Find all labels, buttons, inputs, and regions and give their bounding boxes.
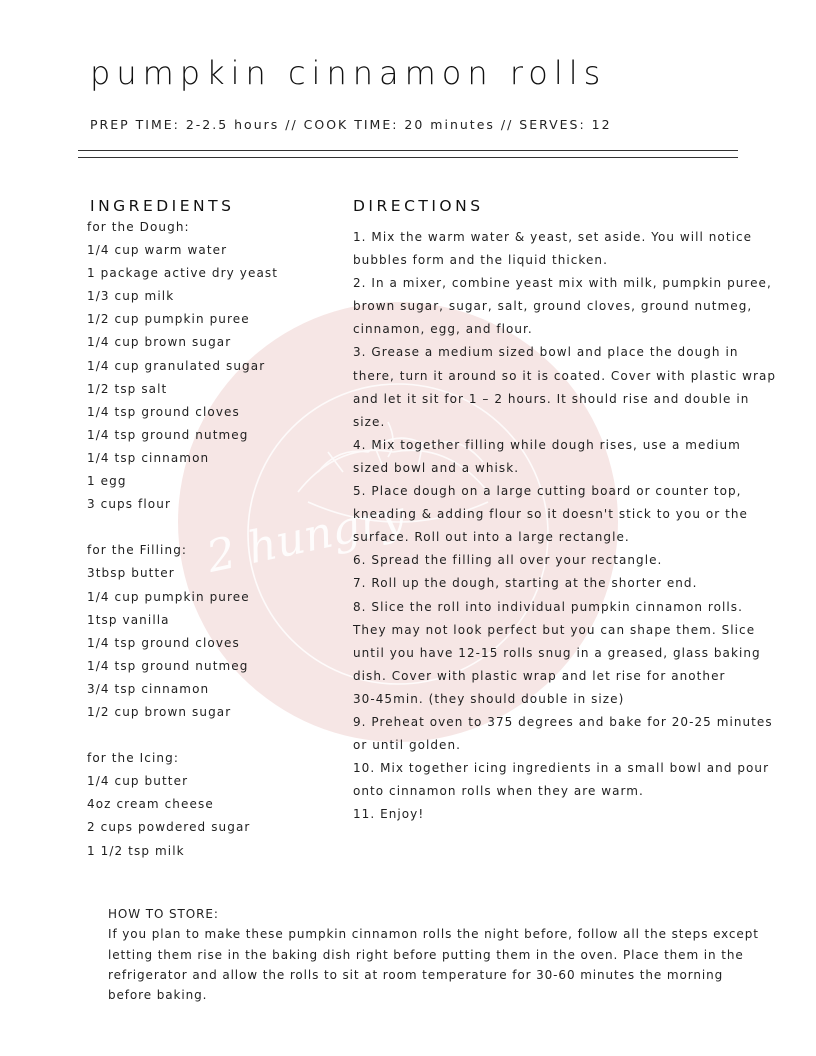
store-line: letting them rise in the baking dish right before putting them in the oven. Place them in the [108, 947, 744, 962]
ingredient-item: 1/4 tsp ground cloves [87, 635, 240, 650]
direction-line: 30-45min. (they should double in size) [353, 691, 625, 706]
direction-line: 4. Mix together filling while dough rises, use a medium [353, 437, 741, 452]
direction-line: 9. Preheat oven to 375 degrees and bake for 20-25 minutes [353, 714, 773, 729]
ingredient-item: 1/4 cup granulated sugar [87, 358, 266, 373]
directions-heading: DIRECTIONS [353, 197, 484, 215]
direction-line: bubbles form and the liquid thicken. [353, 253, 608, 268]
directions-list [353, 226, 777, 826]
direction-line: sized bowl and a whisk. [353, 460, 520, 475]
ingredient-item: 1/2 cup pumpkin puree [87, 312, 250, 327]
ingredient-item: 3tbsp butter [87, 566, 175, 581]
direction-line: 2. In a mixer, combine yeast mix with milk, pumpkin puree, [353, 276, 772, 291]
ingredient-item: 1/3 cup milk [87, 289, 175, 304]
ingredient-item: 1/4 cup pumpkin puree [87, 589, 250, 604]
store-heading: HOW TO STORE: [108, 907, 219, 921]
direction-line: until you have 12-15 rolls snug in a greased, glass baking [353, 645, 761, 660]
ingredient-item: 1/4 cup brown sugar [87, 335, 232, 350]
ingredient-item: 1tsp vanilla [87, 612, 170, 627]
ingredient-item: 1/4 tsp ground cloves [87, 404, 240, 419]
ingredient-item: 1/4 cup warm water [87, 243, 228, 258]
ingredient-item: 1 1/2 tsp milk [87, 843, 185, 858]
watermark-text: 2 hungry [202, 491, 410, 583]
direction-line: 10. Mix together icing ingredients in a small bowl and pour [353, 761, 770, 776]
store-line: before baking. [108, 988, 208, 1003]
ingredient-item: 3 cups flour [87, 497, 171, 512]
ingredient-item: 1/4 tsp cinnamon [87, 450, 210, 465]
direction-line: 8. Slice the roll into individual pumpkin cinnamon rolls. [353, 599, 743, 614]
direction-line: surface. Roll out into a large rectangle. [353, 530, 630, 545]
filling-label: for the Filling: [87, 543, 188, 558]
recipe-meta: PREP TIME: 2-2.5 hours // COOK TIME: 20 minutes // SERVES: 12 [90, 117, 612, 132]
direction-line: kneading & adding flour so it doesn't stick to you or the [353, 507, 748, 522]
dough-label: for the Dough: [87, 220, 190, 234]
direction-line: and let it sit for 1 – 2 hours. It should rise and double in [353, 391, 750, 406]
ingredient-item: 1/4 tsp ground nutmeg [87, 658, 249, 673]
direction-line: 7. Roll up the dough, starting at the shorter end. [353, 576, 698, 591]
ingredient-item: 1/2 cup brown sugar [87, 704, 232, 719]
store-line: refrigerator and allow the rolls to sit at room temperature for 30-60 minutes the morning [108, 967, 724, 982]
ingredients-heading: INGREDIENTS [90, 197, 235, 215]
section-gap [87, 724, 327, 747]
direction-line: cinnamon, egg, and flour. [353, 322, 533, 337]
store-line: If you plan to make these pumpkin cinnamon rolls the night before, follow all the steps except [108, 927, 759, 942]
direction-line: 5. Place dough on a large cutting board or counter top, [353, 484, 742, 499]
ingredient-item: 1 package active dry yeast [87, 266, 279, 281]
direction-line: dish. Cover with plastic wrap and let rise for another [353, 668, 726, 683]
direction-line: size. [353, 414, 386, 429]
direction-line: or until golden. [353, 738, 462, 753]
ingredient-item: 1/4 cup butter [87, 774, 189, 789]
ingredient-item: 1 egg [87, 474, 127, 489]
direction-line: there, turn it around so it is coated. Cover with plastic wrap [353, 368, 777, 383]
direction-line: 6. Spread the filling all over your rectangle. [353, 553, 663, 568]
divider-bottom [78, 157, 738, 158]
direction-line: onto cinnamon rolls when they are warm. [353, 784, 644, 799]
ingredient-item: 1/2 tsp salt [87, 381, 168, 396]
section-gap [87, 516, 327, 539]
direction-line: 11. Enjoy! [353, 807, 425, 822]
direction-line: 1. Mix the warm water & yeast, set aside. You will notice [353, 230, 753, 244]
recipe-title: pumpkin cinnamon rolls [90, 54, 607, 92]
ingredient-item: 3/4 tsp cinnamon [87, 681, 210, 696]
direction-line: brown sugar, sugar, salt, ground cloves, ground nutmeg, [353, 299, 753, 314]
direction-line: They may not look perfect but you can shape them. Slice [353, 622, 756, 637]
how-to-store-section [108, 904, 759, 1005]
ingredient-item: 2 cups powdered sugar [87, 820, 251, 835]
icing-label: for the Icing: [87, 751, 179, 766]
ingredients-list [87, 216, 327, 863]
ingredient-item: 1/4 tsp ground nutmeg [87, 427, 249, 442]
direction-line: 3. Grease a medium sized bowl and place the dough in [353, 345, 739, 360]
divider-top [78, 150, 738, 151]
ingredient-item: 4oz cream cheese [87, 797, 214, 812]
